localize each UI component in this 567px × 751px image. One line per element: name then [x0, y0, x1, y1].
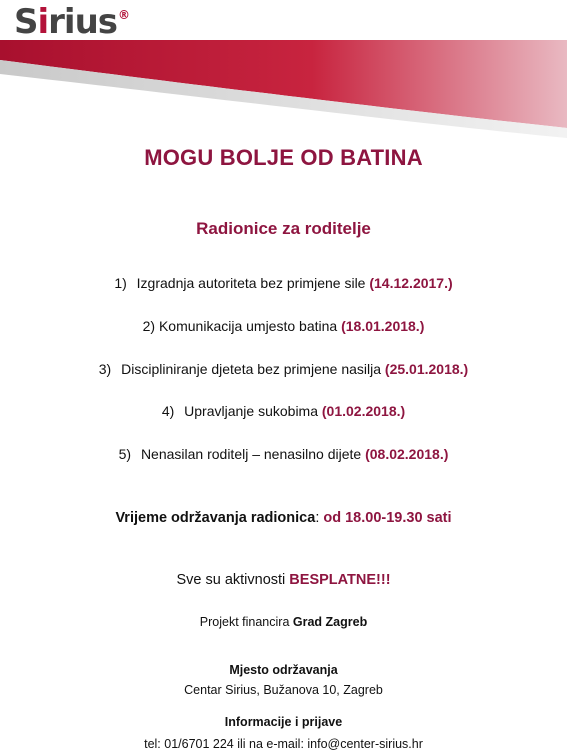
workshop-item: 3) Discipliniranje djeteta bez primjene nasilja (25.01.2018.): [98, 361, 469, 377]
free-notice: Sve su aktivnosti BESPLATNE!!!: [176, 572, 391, 588]
venue-heading: Mjesto održavanja: [229, 663, 338, 677]
header-banner: [0, 0, 567, 140]
workshop-date: (14.12.2017.): [369, 275, 453, 291]
schedule-time: Vrijeme održavanja radionica: od 18.00-19.30 sati: [115, 510, 452, 526]
page-title: MOGU BOLJE OD BATINA: [144, 145, 423, 170]
workshop-item: 2) Komunikacija umjesto batina (18.01.2018.): [142, 318, 425, 334]
funding-note: Projekt financira Grad Zagreb: [199, 615, 368, 629]
workshop-date: (01.02.2018.): [321, 403, 406, 419]
sirius-logo: Sirius®: [14, 2, 130, 42]
workshop-date: (08.02.2018.): [365, 446, 449, 462]
workshop-item: 5) Nenasilan roditelj – nenasilno dijete (08.02.2018.): [118, 446, 449, 462]
contact-info: tel: 01/6701 224 ili na e-mail: info@center-sirius.hr: [144, 737, 423, 751]
workshop-item: 1) Izgradnja autoriteta bez primjene sile (14.12.2017.): [114, 275, 453, 291]
venue-address: Centar Sirius, Bužanova 10, Zagreb: [184, 683, 383, 697]
workshop-date: (18.01.2018.): [341, 318, 425, 334]
workshop-item: 4) Upravljanje sukobima (01.02.2018.): [161, 403, 406, 419]
subtitle: Radionice za roditelje: [196, 219, 371, 238]
info-heading: Informacije i prijave: [224, 715, 343, 729]
workshop-date: (25.01.2018.): [384, 361, 469, 377]
